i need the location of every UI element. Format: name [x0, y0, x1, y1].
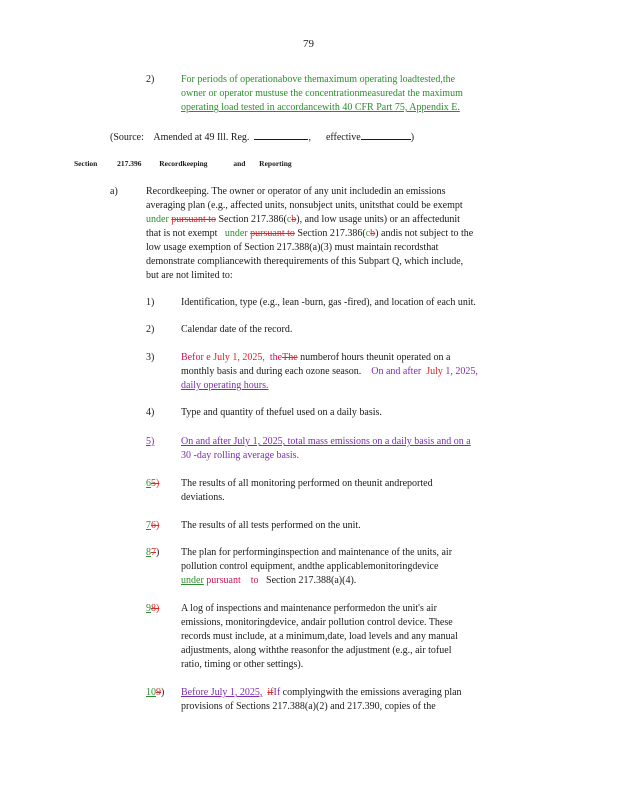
section-title-2: Reporting: [259, 159, 292, 168]
item-2-line-2: owner or operator mustuse the concentrationmeasuredat the maximum: [181, 88, 463, 99]
item-10-before: Before July 1, 2025,: [181, 687, 263, 698]
item-5-line-2: 30 -day rolling average basis.: [181, 450, 300, 461]
item-3-date-2: 1, 2025,: [445, 366, 478, 377]
item-2b-number: 2): [146, 324, 155, 335]
item-3-july-2: July: [426, 366, 443, 377]
inserted-under: under: [146, 214, 169, 225]
effective-blank: [361, 130, 411, 140]
item-5-line-1: On and after July 1, 2025, total mass emissions on a daily basis and on a: [181, 436, 471, 447]
item-3-line-2: [181, 366, 478, 378]
item-9-old-num: 8: [151, 603, 156, 614]
para-a-line-4-rest: ) andis not subject to the: [375, 228, 474, 239]
item-7-number: [146, 520, 159, 531]
deleted-pursuant: pursuant to: [171, 214, 216, 225]
deleted-b-2: b: [370, 228, 376, 239]
item-10-if-inserted: If: [273, 687, 281, 698]
item-1-text: Identification, type (e.g., lean -burn, gas -fired), and location of each unit.: [181, 297, 476, 308]
item-8-number: [146, 547, 159, 558]
item-8-paren: ): [156, 547, 160, 558]
section-title: Recordkeeping: [159, 159, 208, 168]
inserted-c: c: [286, 214, 292, 225]
para-a-line-2: averaging plan (e.g., affected units, nonsubject units, unitsthat could be exempt: [146, 200, 463, 211]
para-a-label: a): [110, 186, 118, 197]
item-6-paren: ): [156, 478, 160, 489]
section-number: 217.396: [117, 159, 142, 168]
item-8-to: to: [250, 575, 259, 586]
inserted-c-2: c: [365, 228, 371, 239]
para-a-line-6: demonstrate compliancewith therequirements of this Subpart Q, which include,: [146, 256, 464, 267]
item-3-line-1-rest: numberof hours theunit operated on a: [300, 352, 451, 363]
item-8-line-3: [181, 575, 356, 587]
item-7-text: The results of all tests performed on the unit.: [181, 520, 361, 531]
item-10-line-2: provisions of Sections 217.388(a)(2) and 217.390, copies of the: [181, 701, 436, 712]
item-4-text: Type and quantity of thefuel used on a daily basis.: [181, 407, 382, 418]
source-note: [110, 130, 414, 144]
item-2-line-1: For periods of operationabove themaximum operating loadtested,the: [181, 74, 456, 85]
item-7-old-num: 6: [151, 520, 156, 531]
item-10-old-num: 9: [156, 687, 161, 698]
item-3-line-1: [181, 352, 450, 364]
item-6-line-2: deviations.: [181, 492, 225, 503]
source-comma: ,: [308, 132, 311, 143]
item-10-line-1: [181, 687, 462, 699]
item-3-july: July 1, 2025,: [213, 352, 265, 363]
section-ref: Section 217.386(: [218, 214, 287, 225]
para-a-line-7: but are not limited to:: [146, 270, 233, 281]
item-10-number: [146, 687, 164, 698]
section-and: and: [233, 159, 246, 168]
item-6-old-num: 5: [151, 478, 156, 489]
item-9-line-3: records must include, at a minimum,date, load levels and any manual: [181, 631, 458, 642]
item-3-line-3: daily operating hours.: [181, 380, 269, 391]
item-9-line-5: ratio, timing or other settings).: [181, 659, 304, 670]
source-open: (Source:: [110, 132, 144, 143]
item-9-paren: ): [156, 603, 160, 614]
deleted-b: b: [291, 214, 297, 225]
item-3-the-deleted: The: [282, 352, 298, 363]
item-7-new-num: 7: [146, 520, 151, 531]
item-9-number: [146, 603, 159, 614]
item-9-line-2: emissions, monitoringdevice, andair pollution control device. These: [181, 617, 453, 628]
item-5-number: 5): [146, 436, 155, 447]
item-10-if-deleted: if: [267, 687, 274, 698]
item-8-line-1: The plan for performinginspection and maintenance of the units, air: [181, 547, 453, 558]
item-3-before: Befor e: [181, 352, 211, 363]
item-2-number: 2): [146, 74, 155, 85]
item-1-number: 1): [146, 297, 155, 308]
source-effective: effective: [325, 132, 361, 143]
item-3-line-2-start: monthly basis and during each ozone season.: [181, 366, 362, 377]
item-3-the: the: [269, 352, 283, 363]
item-9-line-1: A log of inspections and maintenance performedon the unit's air: [181, 603, 437, 614]
item-8-old-num: 7: [151, 547, 156, 558]
item-10-paren: ): [161, 687, 165, 698]
para-a-line-4-start: that is not exempt: [146, 228, 218, 239]
item-10-new-num: 10: [146, 687, 156, 698]
item-8-line-2: pollution control equipment, andthe applicablemonitoringdevice: [181, 561, 439, 572]
item-6-line-1: The results of all monitoring performed on theunit andreported: [181, 478, 433, 489]
item-8-new-num: 8: [146, 547, 151, 558]
para-a-line-3-rest: ), and low usage units) or an affectedunit: [296, 214, 460, 225]
item-9-new-num: 9: [146, 603, 151, 614]
para-a-line-3: [146, 214, 460, 226]
item-7-paren: ): [156, 520, 160, 531]
item-6-new-num: 6: [146, 478, 151, 489]
item-8-pursuant: pursuant: [206, 575, 241, 586]
source-amended: Amended at 49 Ill. Reg.: [153, 132, 250, 143]
inserted-under-2: under: [224, 228, 248, 239]
item-9-line-4: adjustments, along withthe reasonfor the adjustment (e.g., air tofuel: [181, 645, 452, 656]
item-2b-text: Calendar date of the record.: [181, 324, 293, 335]
page-number: 79: [303, 38, 314, 50]
reg-blank: [254, 130, 308, 140]
item-8-under: under: [181, 575, 204, 586]
item-6-number: [146, 478, 159, 489]
item-8-line-3-rest: Section 217.388(a)(4).: [266, 575, 357, 586]
item-10-line-1-rest: complyingwith the emissions averaging plan: [282, 687, 462, 698]
section-ref-2: Section 217.386(: [297, 228, 366, 239]
para-a-line-4: [146, 228, 473, 240]
deleted-pursuant-2: pursuant to: [250, 228, 295, 239]
para-a-line-1: Recordkeeping. The owner or operator of any unit includedin an emissions: [146, 186, 446, 197]
item-3-on-after: On and after: [371, 366, 422, 377]
item-3-number: 3): [146, 352, 155, 363]
section-label: Section: [74, 159, 98, 168]
item-2-line-3: operating load tested in accordancewith 40 CFR Part 75, Appendix E.: [181, 102, 460, 113]
source-close: ): [410, 132, 415, 143]
para-a-line-5: low usage exemption of Section 217.388(a)(3) must maintain recordsthat: [146, 242, 439, 253]
item-4-number: 4): [146, 407, 155, 418]
section-heading: [74, 158, 292, 170]
